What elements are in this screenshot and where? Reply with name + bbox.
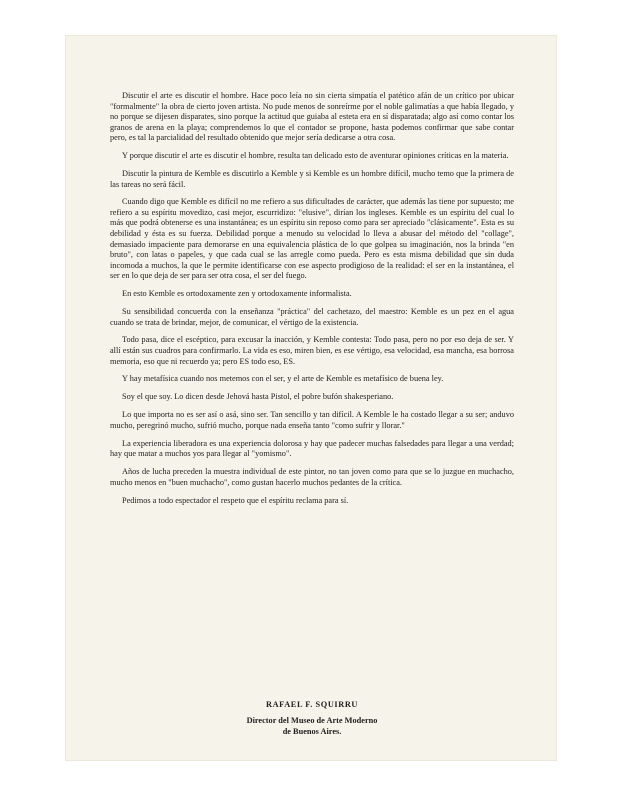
signature-role-line-2: de Buenos Aires. (282, 726, 342, 736)
paragraph: Discutir el arte es discutir el hombre. Hace poco leía no sin cierta simpatía el patético afán de un crítico por ubicar "formalmente" la obra de cierto joven artista. No pude menos de sonreírme por el noble galimatías a que había llegado, y no porque se dijesen disparates, sino porque la actitud que guiaba al esteta era en sí disparatada; algo así como contar los granos de arena en la playa; comprendemos lo que el contador se propone, hasta podemos confirmar que sabe contar pero, es tal la parcialidad del resultado obtenido que mejor sería dedicarse a otra cosa. (110, 91, 514, 143)
signature-role-line-1: Director del Museo de Arte Moderno (246, 715, 378, 725)
paragraph: La experiencia liberadora es una experiencia dolorosa y hay que padecer muchas falsedades para llegar a una verdad; hay que matar a muchos yos para llegar al "yomismo". (110, 438, 514, 459)
paragraph: Soy el que soy. Lo dicen desde Jehová hasta Pistol, el pobre bufón shakesperiano. (122, 392, 394, 402)
paragraph: Y hay metafísica cuando nos metemos con el ser, y el arte de Kemble es metafísico de buena ley. (122, 374, 444, 384)
signature-name: RAFAEL F. SQUIRRU (265, 700, 359, 709)
paragraph: Cuando digo que Kemble es difícil no me refiero a sus dificultades de carácter, que además las tiene por supuesto; me refiero a su espíritu movedizo, casi mejor, escurridizo: "elusive", dirían los ingleses. Kemble es un espíritu del cual lo más que podrá obtenerse es una instantánea; es un espíritu sin reposo como para ser apreciado "clásicamente". Esta es su debilidad y ésta es su fuerza. Debilidad porque a menudo su velocidad lo lleva a abusar del método del "collage", demasiado impaciente para demorarse en una equivalencia plástica de lo que golpea su imaginación, nos la brinda "en bruto", con latas o papeles, y que cada cual se las arregle como pueda. Pero es esta misma debilidad que sin duda incomoda a muchos, la que le permite identificarse con ese aspecto prodigioso de la realidad: el ser en la instantánea, el ser en lo que deja de ser para ser otra cosa, el ser del fuego. (110, 197, 514, 281)
paragraph: Lo que importa no es ser así o asá, sino ser. Tan sencillo y tan difícil. A Kemble le ha costado llegar a su ser; anduvo mucho, peregrinó mucho, sufrió mucho, porque nada enseña tanto "como sufrir y llorar." (110, 410, 514, 430)
signature-block (110, 700, 514, 737)
paragraph: Pedimos a todo espectador el respeto que el espíritu reclama para sí. (122, 495, 349, 505)
paragraph: Discutir la pintura de Kemble es discutirlo a Kemble y si Kemble es un hombre difícil, mucho temo que la primera de las tareas no será fácil. (110, 168, 514, 189)
paragraph: Años de lucha preceden la muestra individual de este pintor, no tan joven como para que se lo juzgue en muchacho, mucho menos en "buen muchacho", como gustan hacerlo muchos pedantes de la crítica. (110, 467, 514, 487)
paragraph: Todo pasa, dice el escéptico, para excusar la inacción, y Kemble contesta: Todo pasa, pero no por eso deja de ser. Y allí están sus cuadros para confirmarlo. La vida es eso, miren bien, es ese vértigo, esa velocidad, esa mancha, esa borrosa memoria, eso que ni recuerdo ya; pero ES todo eso, ES. (110, 335, 514, 366)
paragraph: En esto Kemble es ortodoxamente zen y ortodoxamente informalista. (122, 289, 352, 299)
document-body (110, 91, 514, 514)
paragraph: Su sensibilidad concuerda con la enseñanza "práctica" del cachetazo, del maestro: Kemble es un pez en el agua cuando se trata de brindar, mejor, de comunicar, el vértigo de la existencia. (110, 306, 514, 327)
paragraph: Y porque discutir el arte es discutir el hombre, resulta tan delicado esto de aventurar opiniones críticas en la materia. (122, 151, 509, 161)
